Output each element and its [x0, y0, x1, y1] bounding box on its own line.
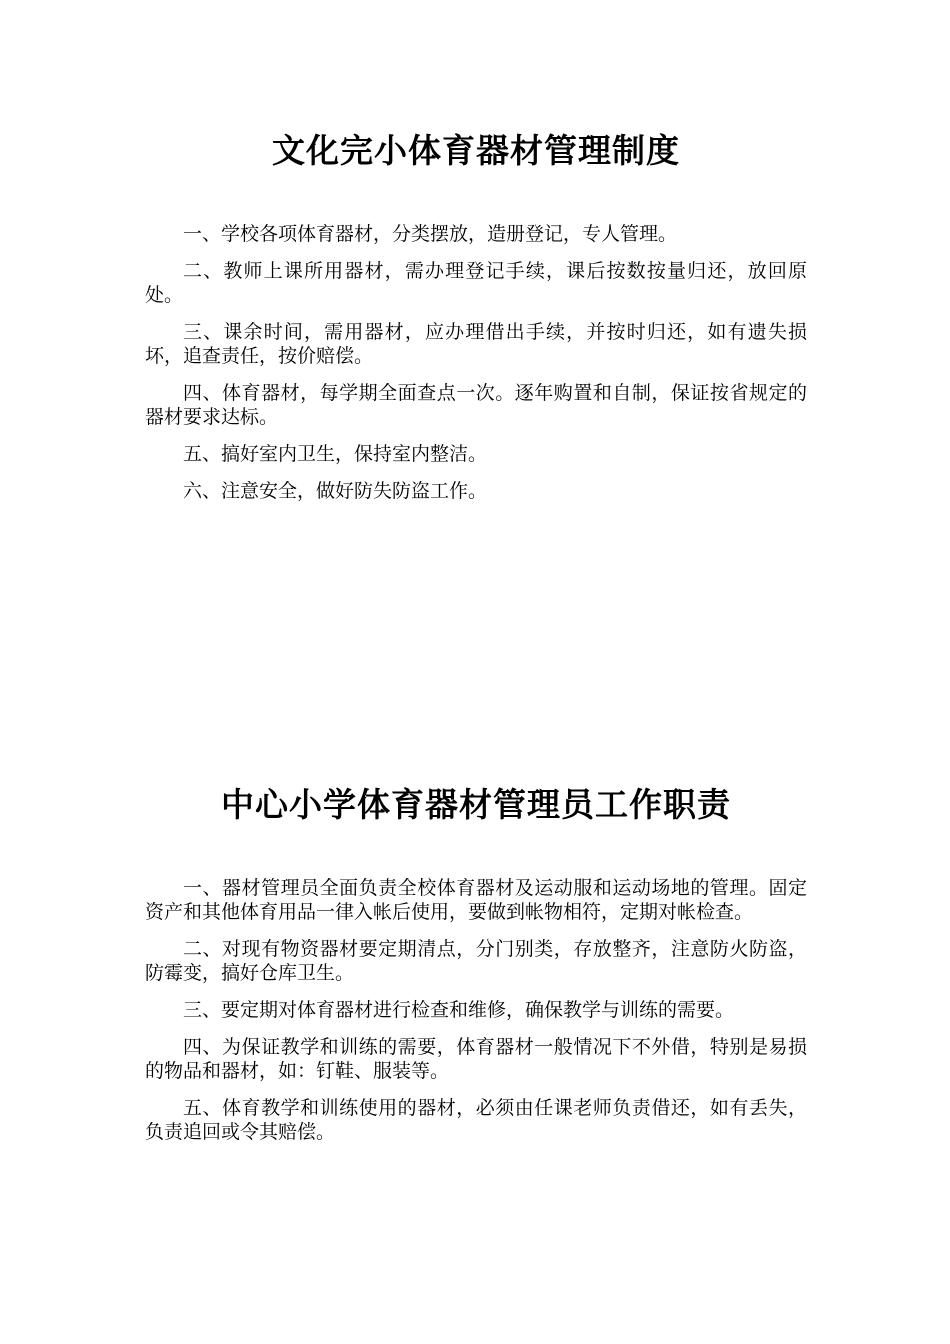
duty-item: 四、为保证教学和训练的需要，体育器材一般情况下不外借，特别是易损的物品和器材，如：钉鞋、服装等。: [145, 1036, 807, 1082]
duty-item: 五、体育教学和训练使用的器材，必须由任课老师负责借还，如有丢失，负责追回或令其赔偿。: [145, 1097, 807, 1143]
rule-item: 一、学校各项体育器材，分类摆放，造册登记，专人管理。: [183, 223, 678, 245]
rule-item: 六、注意安全，做好防失防盗工作。: [183, 480, 488, 502]
duty-item: 三、要定期对体育器材进行检查和维修，确保教学与训练的需要。: [183, 999, 735, 1021]
rule-item: 三、课余时间，需用器材，应办理借出手续，并按时归还，如有遗失损坏，追查责任，按价赔偿。: [145, 321, 807, 367]
equipment-manager-duties-section: [145, 782, 807, 1157]
section-title: 中心小学体育器材管理员工作职责: [221, 785, 731, 824]
rule-item: 四、体育器材，每学期全面查点一次。逐年购置和自制，保证按省规定的器材要求达标。: [145, 382, 807, 428]
duty-item: 一、器材管理员全面负责全校体育器材及运动服和运动场地的管理。固定资产和其他体育用品一律入帐后使用，要做到帐物相符，定期对帐检查。: [145, 877, 807, 923]
section-title: 文化完小体育器材管理制度: [272, 131, 680, 170]
duties-list: [145, 876, 807, 1144]
equipment-management-rules-section: [145, 128, 807, 516]
duty-item: 二、对现有物资器材要定期清点，分门别类，存放整齐，注意防火防盗，防霉变，搞好仓库卫生。: [145, 938, 807, 984]
rule-item: 五、搞好室内卫生，保持室内整洁。: [183, 443, 488, 465]
rule-item: 二、教师上课所用器材，需办理登记手续，课后按数按量归还，放回原处。: [145, 260, 807, 306]
rules-list: [145, 222, 807, 503]
